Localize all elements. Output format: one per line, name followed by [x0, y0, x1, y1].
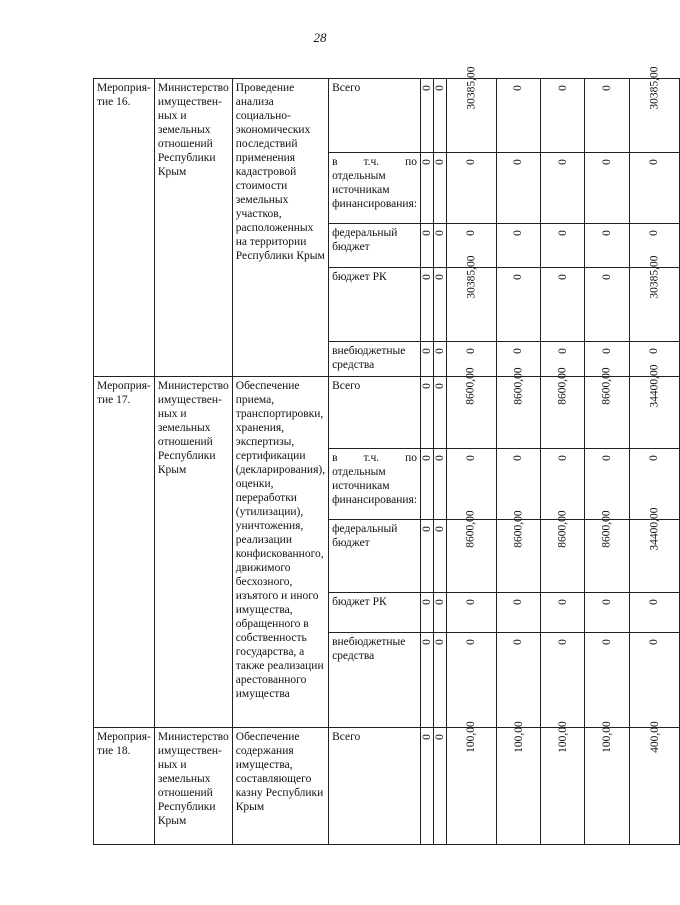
value-cell: 0 [421, 449, 434, 520]
value-cell: 0 [446, 342, 496, 377]
value-cell: 100,00 [496, 728, 540, 845]
value-cell: 0 [433, 728, 446, 845]
value-cell: 0 [446, 593, 496, 633]
value-cell: 0 [421, 79, 434, 153]
value-cell: 0 [433, 633, 446, 728]
value-cell: 100,00 [446, 728, 496, 845]
value-cell: 0 [496, 224, 540, 268]
description-cell: Обеспечение приема, транспортировки, хранения, экспертизы, сертификации (декларирования), оценки, переработки (утилизации), уничтожения, реализации конфискованного, движимого бесхозного, изъятого и иного имущества, обращенного в собственность государства, а также реализации арестованного имущества [232, 377, 328, 728]
value-cell: 0 [585, 593, 629, 633]
value-cell: 0 [496, 342, 540, 377]
value-cell: 0 [421, 377, 434, 449]
description-cell: Проведение анализа социально-экономических последствий применения кадастровой стоимости земельных участков, расположенных на территории Республики Крым [232, 79, 328, 377]
table-row [94, 728, 680, 845]
value-cell: 8600,00 [541, 520, 585, 593]
value-cell: 0 [629, 224, 679, 268]
value-cell: 0 [433, 449, 446, 520]
value-cell: 0 [585, 268, 629, 342]
value-cell: 0 [629, 633, 679, 728]
value-cell: 0 [541, 79, 585, 153]
value-cell: 0 [421, 342, 434, 377]
source-cell [329, 449, 421, 520]
source-cell: бюджет РК [329, 593, 421, 633]
value-cell: 0 [585, 224, 629, 268]
description-cell: Обеспечение содержания имущества, составляющего казну Республики Крым [232, 728, 328, 845]
value-cell: 8600,00 [446, 520, 496, 593]
source-cell [329, 153, 421, 224]
source-cell-first-line: в т.ч. по [332, 452, 418, 464]
source-cell: внебюджетные средства [329, 342, 421, 377]
source-cell: Всего [329, 79, 421, 153]
value-cell: 0 [433, 153, 446, 224]
value-cell: 8600,00 [541, 377, 585, 449]
value-cell: 0 [541, 633, 585, 728]
executor-cell: Министерство имуществен-ных и земельных отношений Республики Крым [154, 728, 232, 845]
financing-table [93, 66, 680, 845]
value-cell: 0 [446, 153, 496, 224]
table-row [94, 79, 680, 153]
value-cell: 0 [421, 593, 434, 633]
source-cell-rest: отдельным источникам финансирования: [332, 170, 418, 210]
value-cell: 100,00 [585, 728, 629, 845]
value-cell: 0 [496, 79, 540, 153]
value-cell: 0 [585, 449, 629, 520]
value-cell: 0 [446, 633, 496, 728]
value-cell: 8600,00 [585, 520, 629, 593]
value-cell: 0 [541, 342, 585, 377]
value-cell: 0 [585, 342, 629, 377]
value-cell: 0 [541, 153, 585, 224]
value-cell: 8600,00 [496, 377, 540, 449]
value-cell: 0 [496, 593, 540, 633]
value-cell: 0 [433, 268, 446, 342]
value-cell: 400,00 [629, 728, 679, 845]
source-cell: федеральный бюджет [329, 224, 421, 268]
measure-label: Мероприя-тие 18. [94, 728, 155, 845]
executor-cell: Министерство имуществен-ных и земельных отношений Республики Крым [154, 377, 232, 728]
measure-label: Мероприя-тие 17. [94, 377, 155, 728]
source-cell: Всего [329, 728, 421, 845]
source-cell: внебюджетные средства [329, 633, 421, 728]
value-cell: 0 [421, 633, 434, 728]
source-cell: бюджет РК [329, 268, 421, 342]
value-cell: 0 [585, 153, 629, 224]
executor-cell: Министерство имуществен-ных и земельных отношений Республики Крым [154, 79, 232, 377]
value-cell: 0 [433, 79, 446, 153]
value-cell: 30385,00 [629, 268, 679, 342]
table-row [94, 377, 680, 449]
value-cell: 0 [496, 633, 540, 728]
value-cell: 0 [496, 153, 540, 224]
value-cell: 0 [446, 224, 496, 268]
value-cell: 0 [421, 520, 434, 593]
value-cell: 0 [421, 224, 434, 268]
value-cell: 0 [541, 224, 585, 268]
value-cell: 0 [629, 593, 679, 633]
source-cell-first-line: в т.ч. по [332, 156, 418, 168]
value-cell: 0 [433, 520, 446, 593]
value-cell: 0 [541, 268, 585, 342]
value-cell: 0 [421, 268, 434, 342]
value-cell: 34400,00 [629, 520, 679, 593]
value-cell: 0 [433, 593, 446, 633]
value-cell: 0 [446, 449, 496, 520]
value-cell: 0 [629, 342, 679, 377]
value-cell: 0 [629, 153, 679, 224]
value-cell: 0 [629, 449, 679, 520]
value-cell: 30385,00 [446, 79, 496, 153]
value-cell: 0 [496, 268, 540, 342]
value-cell: 100,00 [541, 728, 585, 845]
value-cell: 34400,00 [629, 377, 679, 449]
source-cell-rest: отдельным источникам финансирования: [332, 466, 418, 506]
value-cell: 0 [541, 449, 585, 520]
value-cell: 0 [433, 342, 446, 377]
value-cell: 0 [496, 449, 540, 520]
measure-label: Мероприя-тие 16. [94, 79, 155, 377]
source-cell: федеральный бюджет [329, 520, 421, 593]
value-cell: 0 [585, 79, 629, 153]
value-cell: 8600,00 [496, 520, 540, 593]
value-cell: 0 [585, 633, 629, 728]
value-cell: 30385,00 [446, 268, 496, 342]
value-cell: 0 [421, 153, 434, 224]
value-cell: 0 [421, 728, 434, 845]
value-cell: 8600,00 [446, 377, 496, 449]
source-cell: Всего [329, 377, 421, 449]
page-number: 28 [313, 30, 327, 45]
value-cell: 30385,00 [629, 79, 679, 153]
value-cell: 8600,00 [585, 377, 629, 449]
value-cell: 0 [433, 377, 446, 449]
value-cell: 0 [541, 593, 585, 633]
value-cell: 0 [433, 224, 446, 268]
